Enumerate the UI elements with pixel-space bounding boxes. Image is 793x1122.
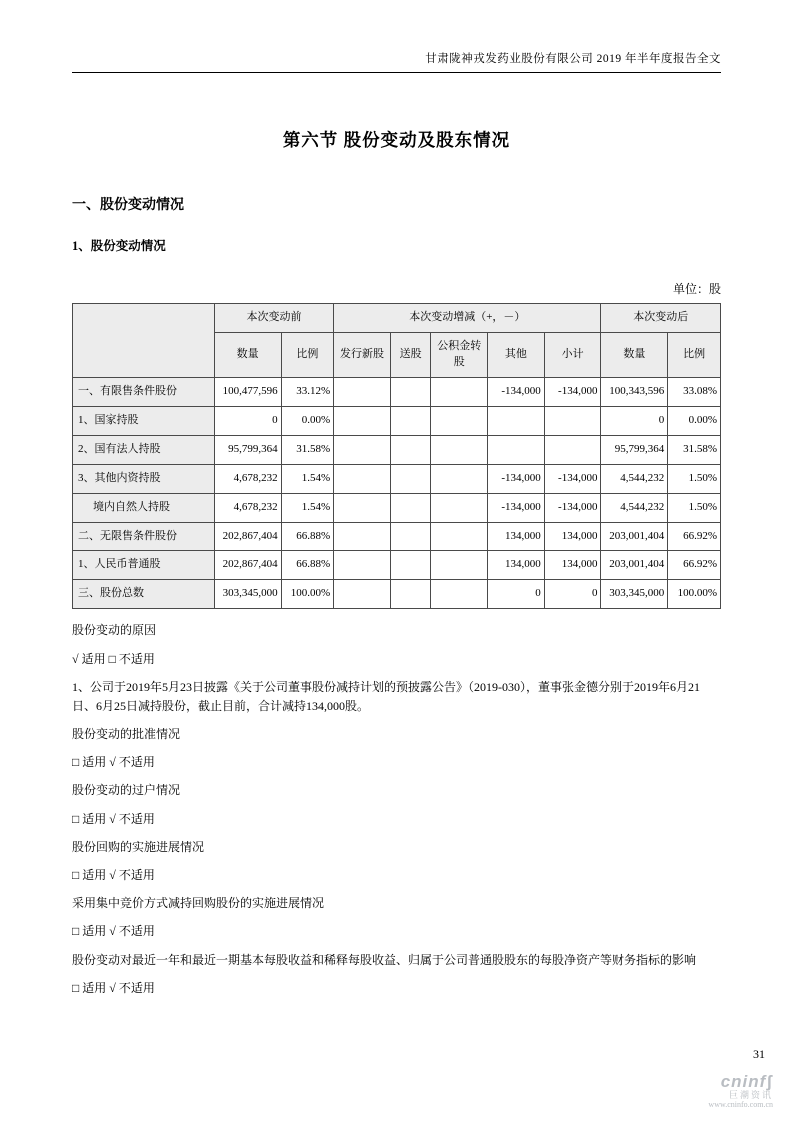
table-cell: 100,343,596: [601, 377, 668, 406]
table-cell: [334, 551, 391, 580]
table-cell: 0.00%: [668, 406, 721, 435]
note-line: 采用集中竞价方式减持回购股份的实施进展情况: [72, 896, 325, 911]
table-cell: 4,544,232: [601, 493, 668, 522]
note-line: 股份变动的原因: [72, 623, 157, 638]
table-cell: [431, 406, 488, 435]
table-row: [73, 377, 721, 406]
note-line: 股份变动的批准情况: [72, 727, 181, 742]
table-cell: 0.00%: [281, 406, 334, 435]
table-cell: 1.50%: [668, 464, 721, 493]
col-header-pct-after: 比例: [668, 332, 721, 377]
row-label: 2、国有法人持股: [73, 435, 215, 464]
row-label: 三、股份总数: [73, 580, 215, 609]
row-label: 3、其他内资持股: [73, 464, 215, 493]
table-cell: 33.08%: [668, 377, 721, 406]
share-table-body: [73, 377, 721, 609]
table-cell: [334, 377, 391, 406]
table-row: [73, 580, 721, 609]
table-cell: [488, 435, 545, 464]
table-cell: -134,000: [544, 464, 601, 493]
table-row: [73, 493, 721, 522]
table-cell: 202,867,404: [214, 551, 281, 580]
table-row: [73, 406, 721, 435]
subheading-share-change: 1、股份变动情况: [72, 239, 166, 253]
cninfo-brand: 巨潮资讯: [728, 1090, 773, 1101]
table-cell: 134,000: [544, 522, 601, 551]
table-cell: 100.00%: [668, 580, 721, 609]
table-cell: 0: [544, 580, 601, 609]
table-cell: 100.00%: [281, 580, 334, 609]
note-line: 股份变动的过户情况: [72, 783, 181, 798]
table-cell: [431, 551, 488, 580]
document-header-title: 甘肃陇神戎发药业股份有限公司 2019 年半年度报告全文: [425, 53, 721, 65]
cninfo-logo-text: cninf: [720, 1071, 767, 1091]
col-header-qty-before: 数量: [214, 332, 281, 377]
table-group-header-row: [73, 304, 721, 333]
col-header-subtotal: 小计: [544, 332, 601, 377]
table-cell: -134,000: [544, 493, 601, 522]
table-cell: 134,000: [544, 551, 601, 580]
table-cell: [390, 406, 431, 435]
table-cell: [390, 435, 431, 464]
table-row: [73, 435, 721, 464]
table-row: [73, 551, 721, 580]
table-row: [73, 522, 721, 551]
table-cell: [544, 435, 601, 464]
col-header-pct-before: 比例: [281, 332, 334, 377]
table-cell: [431, 377, 488, 406]
note-line: 股份回购的实施进展情况: [72, 839, 205, 854]
table-cell: 4,678,232: [214, 464, 281, 493]
table-cell: 31.58%: [281, 435, 334, 464]
table-cell: [334, 406, 391, 435]
table-cell: 33.12%: [281, 377, 334, 406]
table-cell: 31.58%: [668, 435, 721, 464]
group-header-before: 本次变动前: [214, 304, 333, 333]
note-line: □ 适用 √ 不适用: [72, 755, 155, 770]
table-cell: -134,000: [488, 377, 545, 406]
table-cell: [431, 435, 488, 464]
table-cell: 203,001,404: [601, 551, 668, 580]
table-cell: 66.88%: [281, 522, 334, 551]
table-cell: [544, 406, 601, 435]
table-row: [73, 464, 721, 493]
table-cell: 303,345,000: [601, 580, 668, 609]
group-header-change: 本次变动增减（+，－）: [334, 304, 601, 333]
share-change-table: [72, 303, 721, 609]
table-cell: [390, 493, 431, 522]
table-cell: [431, 464, 488, 493]
notes-section: [72, 621, 721, 998]
table-cell: 202,867,404: [214, 522, 281, 551]
cninfo-logo: [708, 1073, 773, 1092]
col-header-new-shares: 发行新股: [334, 332, 391, 377]
table-cell: [431, 493, 488, 522]
table-cell: 0: [488, 580, 545, 609]
table-cell: 134,000: [488, 551, 545, 580]
table-cell: 95,799,364: [214, 435, 281, 464]
table-cell: 134,000: [488, 522, 545, 551]
table-cell: [431, 522, 488, 551]
note-line: □ 适用 √ 不适用: [72, 924, 155, 939]
table-cell: [488, 406, 545, 435]
table-cell: 66.92%: [668, 522, 721, 551]
table-cell: [390, 522, 431, 551]
cninfo-logo-swirl-icon: ʃ: [766, 1071, 773, 1091]
note-line: □ 适用 √ 不适用: [72, 811, 155, 826]
unit-label: 单位：股: [672, 282, 721, 296]
document-header: [72, 0, 721, 73]
row-label: 1、国家持股: [73, 406, 215, 435]
table-cell: 1.54%: [281, 493, 334, 522]
table-cell: [334, 435, 391, 464]
table-cell: -134,000: [488, 464, 545, 493]
corner-cell: [73, 304, 215, 378]
table-cell: 0: [601, 406, 668, 435]
note-line: 1、公司于2019年5月23日披露《关于公司董事股份减持计划的预披露公告》（2019-030），董事张金德分别于2019年6月21日、6月25日减持股份，截止目前，合计减持134,000股。: [72, 679, 700, 713]
col-header-qty-after: 数量: [601, 332, 668, 377]
table-cell: 4,544,232: [601, 464, 668, 493]
note-line: 股份变动对最近一年和最近一期基本每股收益和稀释每股收益、归属于公司普通股股东的每股净资产等财务指标的影响: [72, 952, 697, 967]
group-header-after: 本次变动后: [601, 304, 721, 333]
table-cell: [334, 464, 391, 493]
cninfo-url: www.cninfo.com.cn: [708, 1100, 773, 1110]
note-line: √ 适用 □ 不适用: [72, 651, 155, 666]
col-header-other: 其他: [488, 332, 545, 377]
col-header-bonus-shares: 送股: [390, 332, 431, 377]
table-cell: 66.92%: [668, 551, 721, 580]
row-label: 境内自然人持股: [73, 493, 215, 522]
table-cell: -134,000: [544, 377, 601, 406]
table-cell: -134,000: [488, 493, 545, 522]
row-label: 1、人民币普通股: [73, 551, 215, 580]
table-cell: [390, 580, 431, 609]
table-cell: 203,001,404: [601, 522, 668, 551]
table-cell: 1.54%: [281, 464, 334, 493]
table-cell: 100,477,596: [214, 377, 281, 406]
table-cell: 66.88%: [281, 551, 334, 580]
table-cell: 0: [214, 406, 281, 435]
table-cell: [390, 377, 431, 406]
col-header-fund-conversion: 公积金转股: [431, 332, 488, 377]
section-title: 第六节 股份变动及股东情况: [282, 130, 511, 150]
table-cell: [334, 493, 391, 522]
table-cell: [431, 580, 488, 609]
heading-share-change: 一、股份变动情况: [72, 198, 184, 213]
table-cell: [390, 551, 431, 580]
table-cell: [334, 522, 391, 551]
table-cell: 1.50%: [668, 493, 721, 522]
page-number: 31: [753, 1047, 765, 1061]
table-cell: 4,678,232: [214, 493, 281, 522]
row-label: 二、无限售条件股份: [73, 522, 215, 551]
row-label: 一、有限售条件股份: [73, 377, 215, 406]
cninfo-watermark: [708, 1073, 773, 1110]
note-line: □ 适用 √ 不适用: [72, 980, 155, 995]
table-cell: [390, 464, 431, 493]
table-cell: [334, 580, 391, 609]
table-cell: 303,345,000: [214, 580, 281, 609]
table-cell: 95,799,364: [601, 435, 668, 464]
note-line: □ 适用 √ 不适用: [72, 868, 155, 882]
